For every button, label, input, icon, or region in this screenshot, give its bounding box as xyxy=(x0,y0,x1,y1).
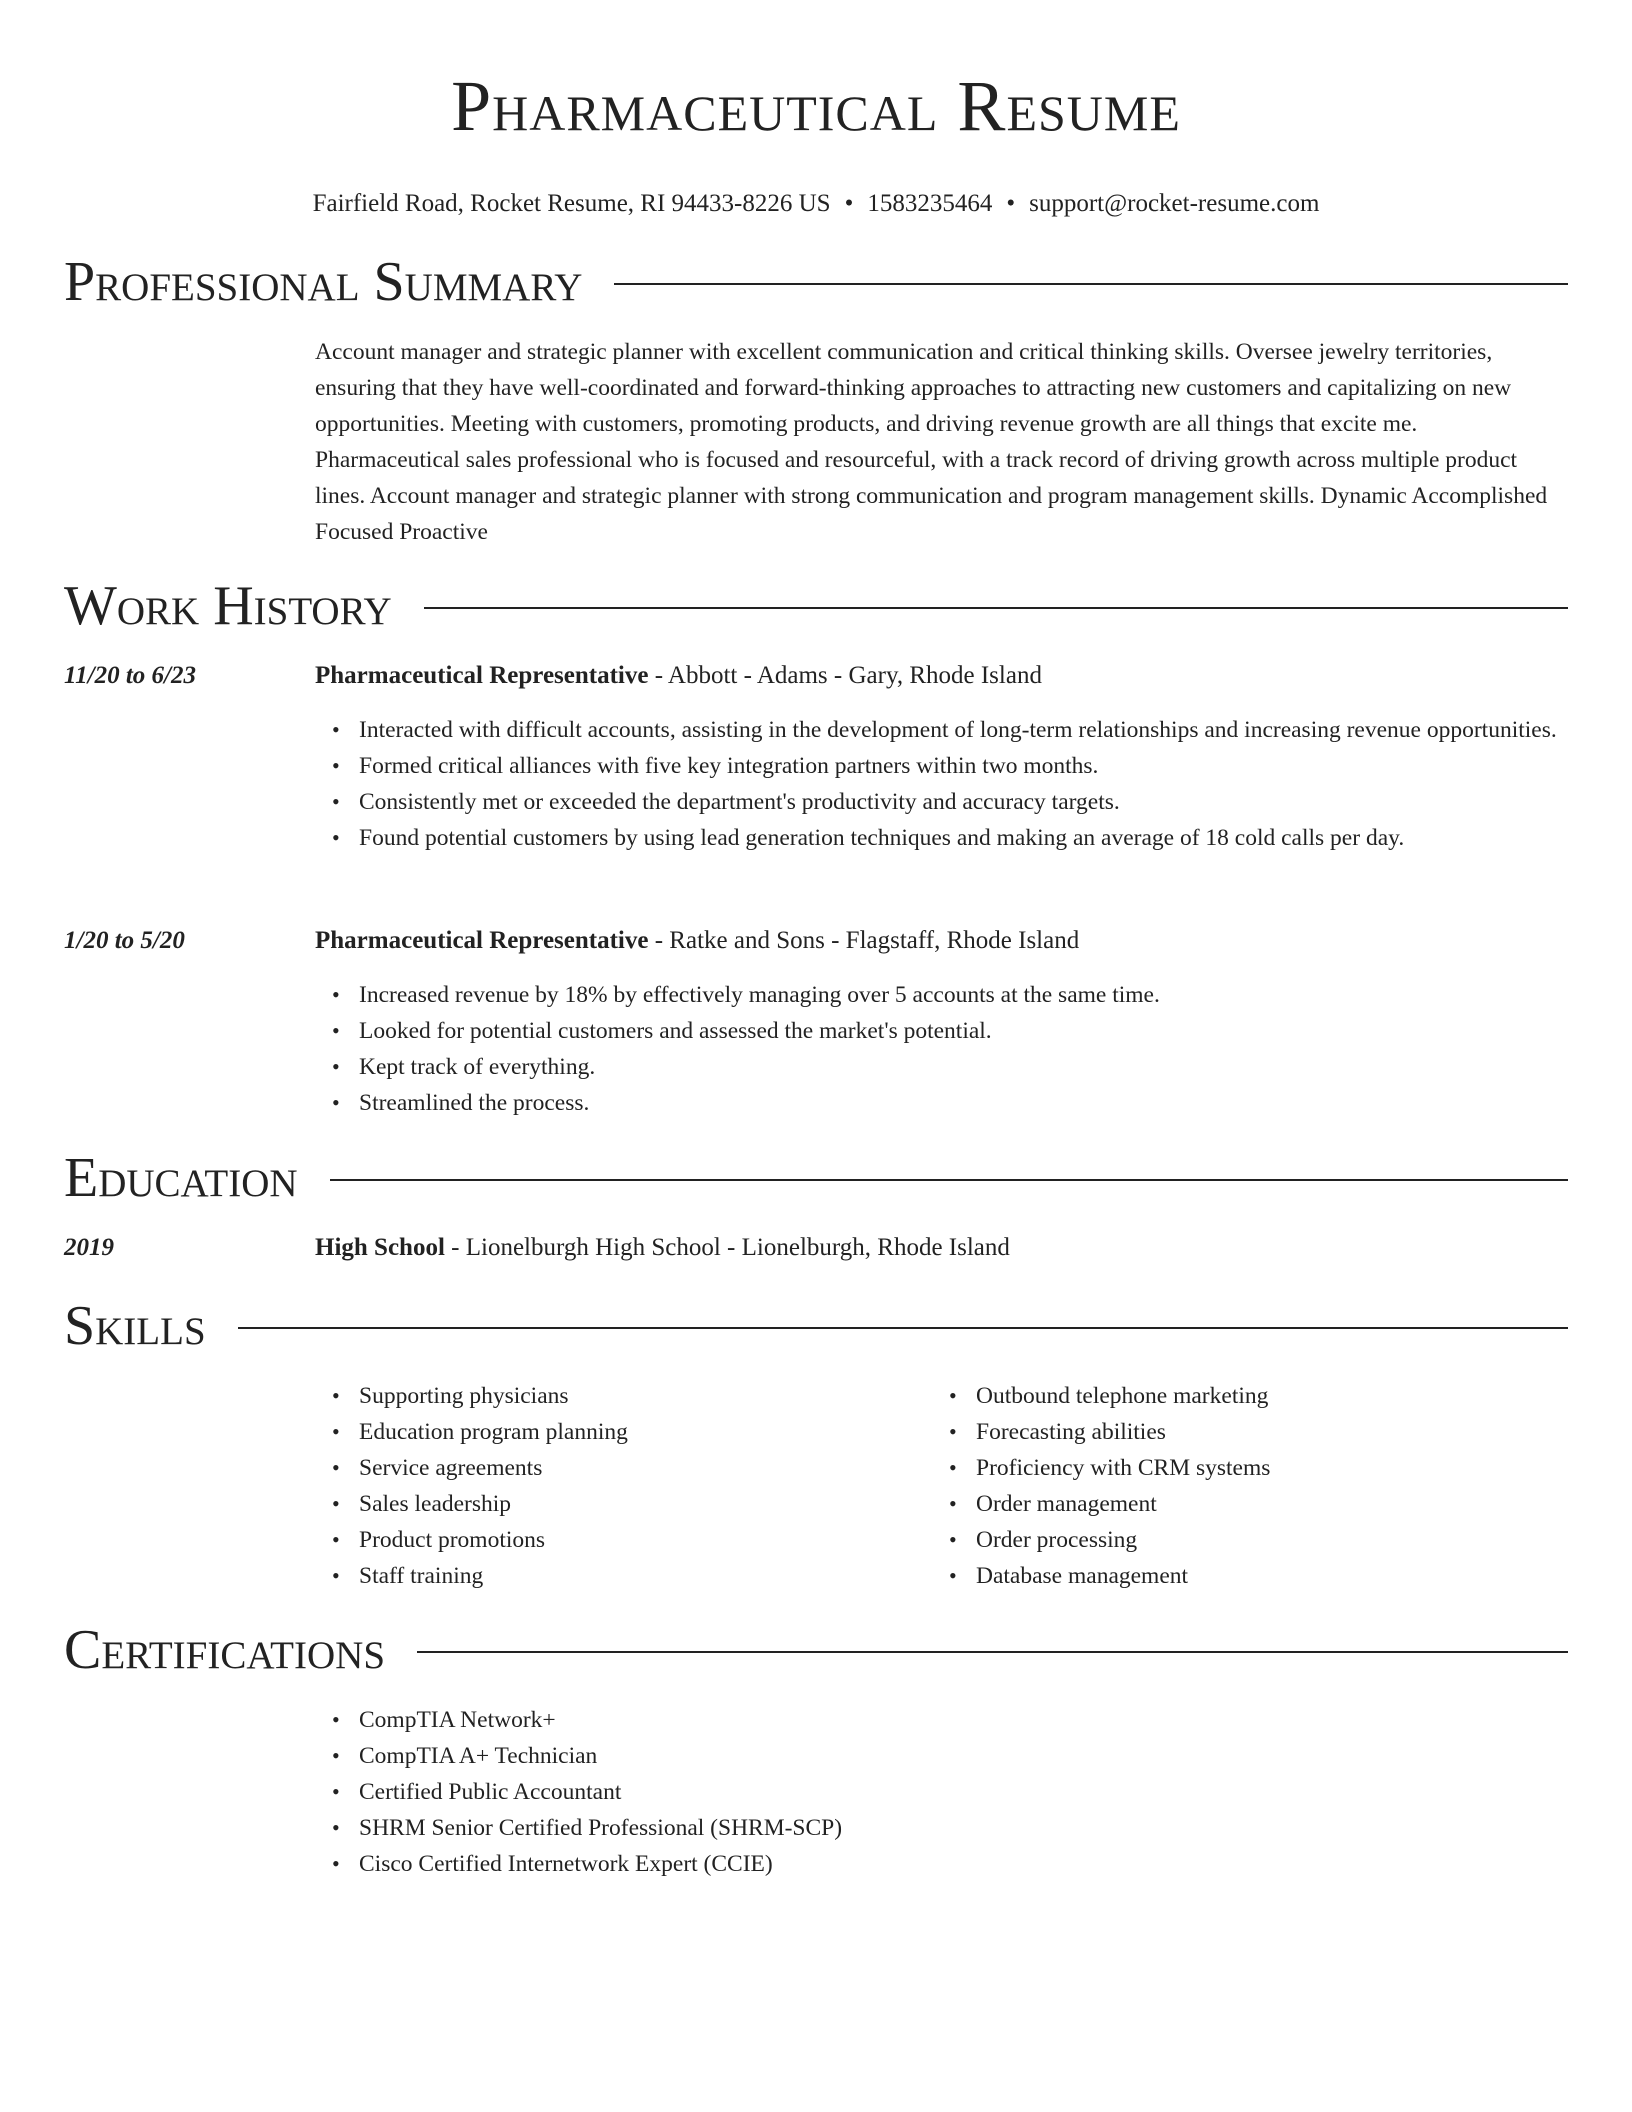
summary-section-header xyxy=(64,250,1568,314)
contact-phone: 1583235464 xyxy=(867,190,993,217)
section-divider xyxy=(417,1651,1568,1653)
list-item: • Service agreements xyxy=(359,1450,919,1486)
list-item: • Database management xyxy=(976,1558,1536,1594)
summary-text: Account manager and strategic planner with excellent communication and critical thinking skills. Oversee jewelry territories, ensuring that they have well-coordinated and forward-thinking approaches to attracting new customers and capitalizing on new opportunities. Meeting with customers, promoting products, and driving revenue growth are all things that excite me. Pharmaceutical sales professional who is focused and resourceful, with a track record of driving growth across multiple product lines. Account manager and strategic planner with strong communication and program management skills. Dynamic Accomplished Focused Proactive xyxy=(315,339,1548,545)
job-title-line xyxy=(315,925,1079,957)
job-2-bullets xyxy=(359,977,1568,1121)
list-item: • Proficiency with CRM systems xyxy=(976,1450,1536,1486)
contact-separator: • xyxy=(844,190,854,217)
list-item: • Order management xyxy=(976,1486,1536,1522)
list-item: • SHRM Senior Certified Professional (SHRM-SCP) xyxy=(359,1810,1259,1846)
section-divider xyxy=(238,1327,1568,1329)
contact-address: Fairfield Road, Rocket Resume, RI 94433-8226 US xyxy=(312,190,831,217)
list-item: • Certified Public Accountant xyxy=(359,1774,1259,1810)
job-title: Pharmaceutical Representative xyxy=(315,662,649,689)
list-item: • Outbound telephone marketing xyxy=(976,1378,1536,1414)
list-item: • Sales leadership xyxy=(359,1486,919,1522)
list-item: • Education program planning xyxy=(359,1414,919,1450)
certifications-section-header xyxy=(64,1618,1568,1682)
resume-title: Pharmaceutical Resume xyxy=(451,66,1181,146)
list-item: • Found potential customers by using lead generation techniques and making an average of 18 cold calls per day. xyxy=(359,820,1568,856)
skills-list-right xyxy=(976,1378,1536,1594)
list-item: • Order processing xyxy=(976,1522,1536,1558)
skills-list-left xyxy=(359,1378,919,1594)
contact-email: support@rocket-resume.com xyxy=(1029,190,1320,217)
education-year: 2019 xyxy=(64,1234,114,1261)
work-section-header xyxy=(64,574,1568,638)
list-item: • Forecasting abilities xyxy=(976,1414,1536,1450)
education-line xyxy=(315,1232,1010,1264)
job-dates: 11/20 to 6/23 xyxy=(64,662,196,689)
section-divider xyxy=(330,1179,1568,1181)
list-item: • Looked for potential customers and assessed the market's potential. xyxy=(359,1013,1568,1049)
list-item: • Supporting physicians xyxy=(359,1378,919,1414)
skills-heading: Skills xyxy=(64,1295,206,1357)
education-section-header xyxy=(64,1146,1568,1210)
job-details: - Abbott - Adams - Gary, Rhode Island xyxy=(648,662,1042,689)
list-item: • CompTIA Network+ xyxy=(359,1702,1259,1738)
work-heading: Work History xyxy=(64,575,392,637)
list-item: • Streamlined the process. xyxy=(359,1085,1568,1121)
list-item: • CompTIA A+ Technician xyxy=(359,1738,1259,1774)
job-title-line xyxy=(315,660,1042,692)
education-details: - Lionelburgh High School - Lionelburgh, Rhode Island xyxy=(444,1234,1010,1261)
summary-heading: Professional Summary xyxy=(64,251,583,313)
job-details: - Ratke and Sons - Flagstaff, Rhode Island xyxy=(648,927,1080,954)
list-item: • Consistently met or exceeded the department's productivity and accuracy targets. xyxy=(359,784,1568,820)
list-item: • Formed critical alliances with five key integration partners within two months. xyxy=(359,748,1568,784)
list-item: • Product promotions xyxy=(359,1522,919,1558)
certifications-heading: Certifications xyxy=(64,1619,386,1681)
contact-separator: • xyxy=(1006,190,1016,217)
job-title: Pharmaceutical Representative xyxy=(315,927,649,954)
skills-section-header xyxy=(64,1294,1568,1358)
list-item: • Staff training xyxy=(359,1558,919,1594)
resume-page xyxy=(64,0,1568,1877)
certifications-list xyxy=(359,1702,1259,1882)
job-dates: 1/20 to 5/20 xyxy=(64,927,185,954)
section-divider xyxy=(424,607,1568,609)
job-1-bullets xyxy=(359,712,1568,856)
contact-line xyxy=(64,188,1568,220)
list-item: • Interacted with difficult accounts, assisting in the development of long-term relationships and increasing revenue opportunities. xyxy=(359,712,1568,748)
section-divider xyxy=(614,283,1568,285)
list-item: • Increased revenue by 18% by effectively managing over 5 accounts at the same time. xyxy=(359,977,1568,1013)
education-degree: High School xyxy=(315,1234,445,1261)
list-item: • Cisco Certified Internetwork Expert (CCIE) xyxy=(359,1846,1259,1882)
list-item: • Kept track of everything. xyxy=(359,1049,1568,1085)
education-heading: Education xyxy=(64,1147,298,1209)
